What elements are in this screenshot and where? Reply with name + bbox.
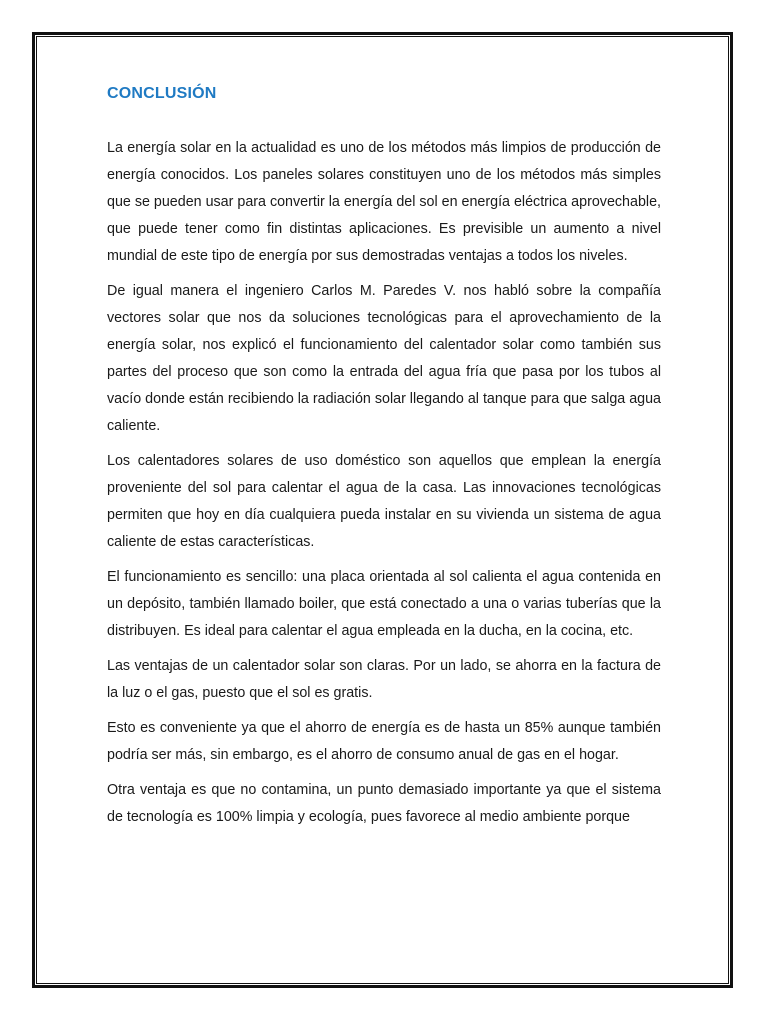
document-body xyxy=(107,84,661,839)
paragraph-7: Otra ventaja es que no contamina, un punto demasiado importante ya que el sistema de tecnología es 100% limpia y ecología, pues favorece al medio ambiente porque xyxy=(107,782,661,825)
paragraph-4: El funcionamiento es sencillo: una placa orientada al sol calienta el agua contenida en un depósito, también llamado boiler, que está conectado a una o varias tuberías que la distribuyen. Es ideal para calentar el agua empleada en la ducha, en la cocina, etc. xyxy=(107,569,661,639)
section-heading: CONCLUSIÓN xyxy=(107,85,217,102)
paragraph-3: Los calentadores solares de uso doméstico son aquellos que emplean la energía proveniente del sol para calentar el agua de la casa. Las innovaciones tecnológicas permiten que hoy en día cualquiera pueda instalar en su vivienda un sistema de agua caliente de estas características. xyxy=(107,453,661,550)
paragraph-6: Esto es conveniente ya que el ahorro de energía es de hasta un 85% aunque también podría ser más, sin embargo, es el ahorro de consumo anual de gas en el hogar. xyxy=(107,720,661,763)
paragraph-1: La energía solar en la actualidad es uno de los métodos más limpios de producción de energía conocidos. Los paneles solares constituyen uno de los métodos más simples que se pueden usar para convertir la energía del sol en energía eléctrica aprovechable, que puede tener como fin distintas aplicaciones. Es previsible un aumento a nivel mundial de este tipo de energía por sus demostradas ventajas a todos los niveles. xyxy=(107,140,661,264)
paragraph-2: De igual manera el ingeniero Carlos M. Paredes V. nos habló sobre la compañía vectores solar que nos da soluciones tecnológicas para el aprovechamiento de la energía solar, nos explicó el funcionamiento del calentador solar como también sus partes del proceso que son como la entrada del agua fría que pasa por los tubos al vacío donde están recibiendo la radiación solar llegando al tanque para que salga agua caliente. xyxy=(107,283,662,434)
paragraph-5: Las ventajas de un calentador solar son claras. Por un lado, se ahorra en la factura de la luz o el gas, puesto que el sol es gratis. xyxy=(107,658,661,701)
